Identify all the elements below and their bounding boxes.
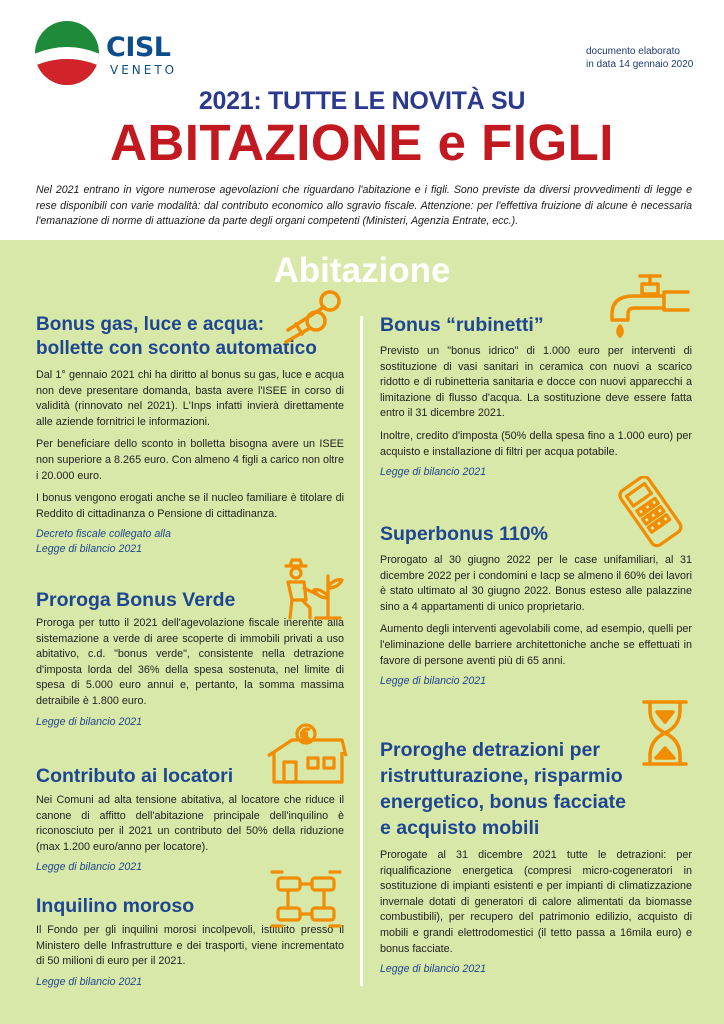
faucet-icon (604, 270, 690, 340)
scissors-icon (280, 288, 352, 348)
proroghe-detrazioni-section (380, 737, 692, 977)
bonus-gas-p3: I bonus vengono erogati anche se il nucleo familiare è titolare di Reddito di cittadinanza o Pensione di cittadinanza. (36, 492, 344, 520)
brand-region: VENETO (110, 63, 178, 77)
headline-main: ABITAZIONE e FIGLI (110, 114, 614, 171)
bonus-rubinetti-p1: Previsto un "bonus idrico" di 1.000 euro per interventi di sostituzione di vasi sanitari in ceramica con nuovi a scarico ridotto e di rubinetteria sanitaria e docce con nuovi apparecchi a limitazione di flusso d'acqua. La sostituzione deve essere fatta entro il 31 dicembre 2021. (380, 345, 692, 420)
bonus-gas-p1: Dal 1° gennaio 2021 chi ha diritto al bonus su gas, luce e acqua non deve presentare domanda, basta avere l'ISEE in corso di validità (rinnovato nel 2021). L'Inps infatti invierà direttamente alle aziende fornitrici le informazioni. (36, 369, 344, 428)
inquilino-moroso-title: Inquilino moroso (36, 895, 195, 917)
superbonus-p2: Aumento degli interventi agevolabili come, ad esempio, quelli per l'eliminazione delle barriere architettoniche anche se effettuati in favore di persone aventi più di 65 anni. (380, 623, 692, 667)
bonus-gas-title: Bonus gas, luce e acqua: bollette con sconto automatico (36, 314, 317, 359)
bonus-rubinetti-title: Bonus “rubinetti” (380, 314, 544, 336)
superbonus-source: Legge di bilancio 2021 (380, 675, 487, 688)
column-divider (360, 316, 363, 986)
superbonus-title: Superbonus 110% (380, 523, 548, 545)
contributo-locatori-source: Legge di bilancio 2021 (36, 861, 143, 874)
intro-paragraph: Nel 2021 entrano in vigore numerose agevolazioni che riguardano l'abitazione e i figli. Sono previste da diversi provvedimenti di legge e rese disponibili con varie modalità: dal contributo economico allo sgravio fiscale. Attenzione: per l'effettiva fruizione di alcune è necessaria l'emanazione di norme di attuazione da parte degli organi competenti (Ministeri, Agenzia Entrate, ecc.). (36, 184, 692, 227)
bonus-verde-p1: Proroga per tutto il 2021 dell'agevolazione fiscale inerente alla sistemazione a verde di aree scoperte di immobili privati a uso abitativo, c.d. "bonus verde", consistente nella detrazione d'imposta lorda del 36% della spesa sostenuta, nel limite di spesa di 5.000 euro annui e, pertanto, la somma massima detraibile è 1.800 euro. (36, 617, 344, 707)
bonus-gas-p2: Per beneficiare dello sconto in bolletta bisogna avere un ISEE non superiore a 8.265 euro. Con almeno 4 figli a carico non oltre i 20.000 euro. (36, 438, 344, 482)
bonus-verde-title: Proroga Bonus Verde (36, 589, 236, 611)
bonus-rubinetti-p2: Inoltre, credito d'imposta (50% della spesa fino a 1.000 euro) per acquisto e installazione di filtri per acqua potabile. (380, 429, 692, 458)
bonus-rubinetti-source: Legge di bilancio 2021 (380, 466, 487, 479)
contributo-locatori-p1: Nei Comuni ad alta tensione abitativa, al locatore che riduce il canone di affitto dell'abitazione principale dell'inquilino è riconosciuto per il 2021 un contributo del 50% della riduzione (max 1.200 euro/anno per locatore). (36, 794, 344, 853)
brand-name: CISL (106, 32, 171, 63)
superbonus-p1: Prorogato al 30 giugno 2022 per le case unifamiliari, al 31 dicembre 2022 per i condomini e Iacp se almeno il 60% dei lavori è stato ultimato al 30 giugno 2022. Bonus esteso alle palazzine sino a 4 appartamenti di unico proprietario. (380, 554, 692, 613)
contributo-locatori-title: Contributo ai locatori (36, 765, 234, 787)
inquilino-moroso-p1: Il Fondo per gli inquilini morosi incolpevoli, istituito presso il Ministero delle Infrastrutture e dei trasporti, viene incrementato di 50 milioni di euro per il 2021. (36, 924, 344, 968)
headline-top: 2021: TUTTE LE NOVITÀ SU (198, 87, 526, 115)
bonus-gas-source: Decreto fiscale collegato alla Legge di bilancio 2021 (36, 528, 171, 556)
bonus-verde-source: Legge di bilancio 2021 (36, 715, 143, 728)
doc-note-line2: in data 14 gennaio 2020 (586, 59, 694, 70)
doc-note-line1: documento elaborato (586, 46, 680, 57)
section-title: Abitazione (273, 251, 451, 290)
proroghe-detrazioni-p1: Prorogate al 31 dicembre 2021 tutte le detrazioni: per riqualificazione energetica (compresi micro-cogeneratori in sostituzione di impianti esistenti e per impianti di climatizzazione invernale dotati di generatori di calore alimentati da biomasse combustibili), per recupero del patrimonio edilizio, acquisto di mobili e grandi elettrodomestici (il tetto passa a 16mila euro) e bonus facciate. (380, 849, 692, 955)
handshake-circle-icon (268, 868, 344, 930)
inquilino-moroso-source: Legge di bilancio 2021 (36, 975, 143, 988)
proroghe-detrazioni-title: Proroghe detrazioni per ristrutturazione, risparmio energetico, bonus facciate e acquisto mobili (380, 739, 626, 839)
document-date-note (586, 45, 693, 71)
bonus-gas-section (36, 313, 344, 557)
calculator-icon (612, 476, 690, 548)
gardener-icon (276, 556, 346, 624)
proroghe-detrazioni-source: Legge di bilancio 2021 (380, 963, 487, 976)
hourglass-icon (640, 698, 690, 768)
house-euro-icon (262, 722, 350, 784)
cisl-logo (34, 20, 100, 86)
